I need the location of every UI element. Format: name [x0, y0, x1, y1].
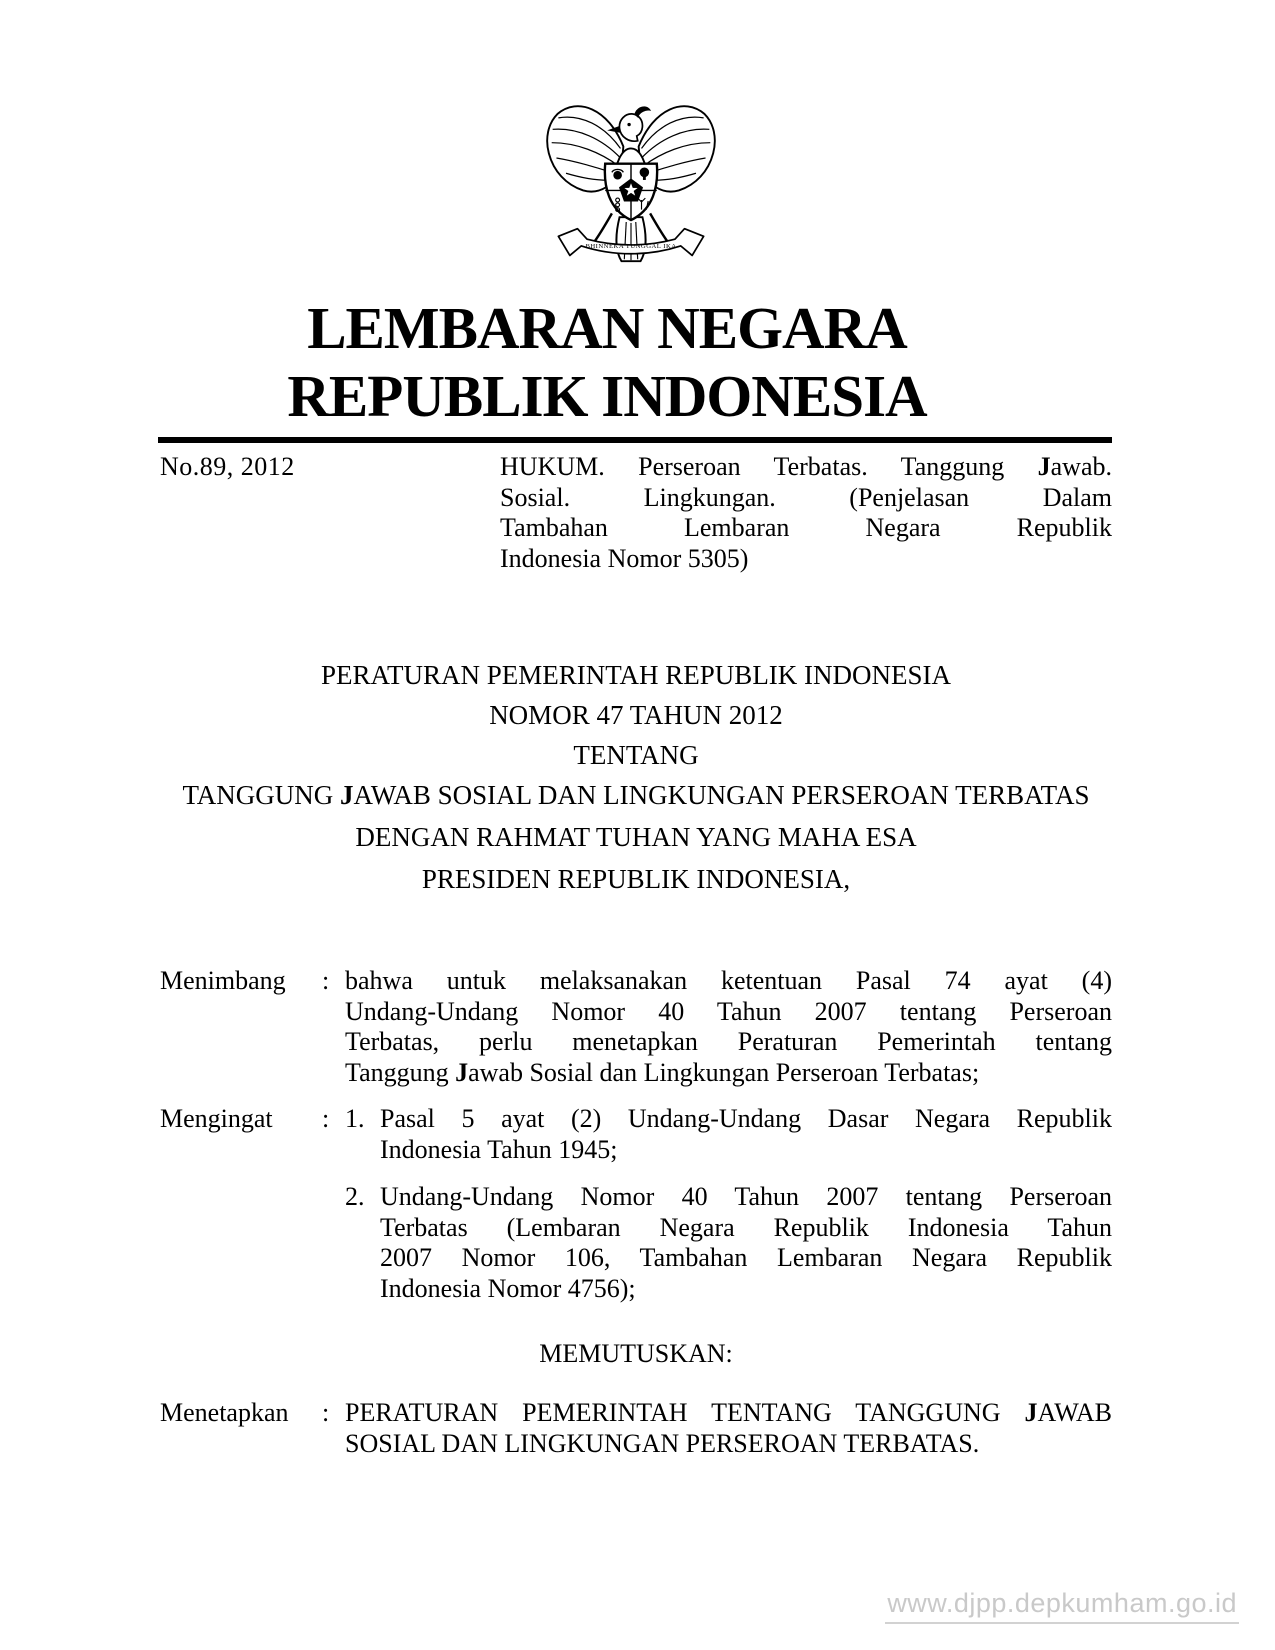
- text-line: Terbatas, perlu menetapkan Peraturan Pemerintah tentang: [345, 1027, 1112, 1056]
- text-line: Indonesia Tahun 1945;: [380, 1134, 618, 1164]
- mengingat-list: [345, 1104, 1112, 1304]
- menetapkan-section: [160, 1398, 1112, 1459]
- text-line: bahwa untuk melaksanakan ketentuan Pasal 74 ayat (4): [345, 966, 1112, 995]
- authority-line: PRESIDEN REPUBLIK INDONESIA,: [421, 864, 851, 894]
- list-item: [345, 1182, 1112, 1304]
- list-item-number: 2.: [345, 1182, 365, 1211]
- gazette-title-line1: LEMBARAN NEGARA: [307, 295, 907, 361]
- garuda-pancasila-emblem: [545, 82, 717, 276]
- menimbang-label: Menimbang: [160, 966, 286, 995]
- menetapkan-text: [345, 1398, 1112, 1459]
- list-item-text: [380, 1182, 1112, 1304]
- text-line: Tanggung Jawab Sosial dan Lingkungan Perseroan Terbatas;: [345, 1057, 980, 1087]
- regulation-title: PERATURAN PEMERINTAH REPUBLIK INDONESIA: [320, 660, 952, 690]
- text-line: HUKUM. Perseroan Terbatas. Tanggung Jawab.: [500, 452, 1112, 481]
- text-line: Pasal 5 ayat (2) Undang-Undang Dasar Negara Republik: [380, 1104, 1112, 1133]
- mengingat-colon: :: [322, 1104, 330, 1133]
- eye: [627, 123, 630, 126]
- memutuskan-heading: MEMUTUSKAN:: [539, 1339, 733, 1368]
- gazette-title: [0, 294, 1214, 430]
- gazette-number: No.89, 2012: [160, 452, 295, 481]
- text-line: Undang-Undang Nomor 40 Tahun 2007 tentang Perseroan: [380, 1182, 1112, 1211]
- menetapkan-colon: :: [322, 1398, 330, 1427]
- right-leg: [650, 213, 669, 244]
- watermark-link[interactable]: www.djpp.depkumham.go.id: [885, 1588, 1239, 1624]
- text-line: PERATURAN PEMERINTAH TENTANG TANGGUNG JAWAB: [345, 1398, 1112, 1427]
- gazette-title-line2: REPUBLIK INDONESIA: [287, 363, 927, 429]
- crest: [635, 107, 650, 117]
- text-line: Undang-Undang Nomor 40 Tahun 2007 tentang Perseroan: [345, 996, 1112, 1026]
- masthead-note-row: [160, 452, 1112, 574]
- mengingat-section: [160, 1104, 1112, 1304]
- left-leg: [593, 213, 612, 244]
- menimbang-text: [345, 966, 1112, 1088]
- mengingat-label: Mengingat: [160, 1104, 273, 1133]
- subject-note: [500, 452, 1112, 574]
- menimbang-section: [160, 966, 1112, 1088]
- list-item-number: 1.: [345, 1104, 365, 1133]
- masthead-rule: [158, 437, 1112, 443]
- list-item: [345, 1104, 1112, 1165]
- text-line: Sosial. Lingkungan. (Penjelasan Dalam: [500, 482, 1112, 512]
- text-line: Indonesia Nomor 4756);: [380, 1273, 636, 1303]
- menimbang-colon: :: [322, 966, 330, 995]
- text-line: Tambahan Lembaran Negara Republik: [500, 513, 1112, 542]
- tentang-heading: TENTANG: [573, 740, 699, 770]
- regulation-number: NOMOR 47 TAHUN 2012: [489, 700, 783, 730]
- motto-text: BHINNEKA TUNGGAL IKA: [585, 242, 677, 250]
- menetapkan-label: Menetapkan: [160, 1398, 289, 1427]
- text-line: Terbatas (Lembaran Negara Republik Indonesia Tahun: [380, 1212, 1112, 1242]
- regulation-subject: TANGGUNG JAWAB SOSIAL DAN LINGKUNGAN PERSEROAN TERBATAS: [182, 780, 1090, 810]
- invocation-line: DENGAN RAHMAT TUHAN YANG MAHA ESA: [355, 822, 917, 852]
- bull-icon: [613, 171, 622, 180]
- text-line: 2007 Nomor 106, Tambahan Lembaran Negara Republik: [380, 1243, 1112, 1272]
- shield: [605, 164, 657, 220]
- text-line: Indonesia Nomor 5305): [500, 543, 749, 573]
- list-item-text: [380, 1104, 1112, 1165]
- text-line: SOSIAL DAN LINGKUNGAN PERSEROAN TERBATAS.: [345, 1428, 980, 1458]
